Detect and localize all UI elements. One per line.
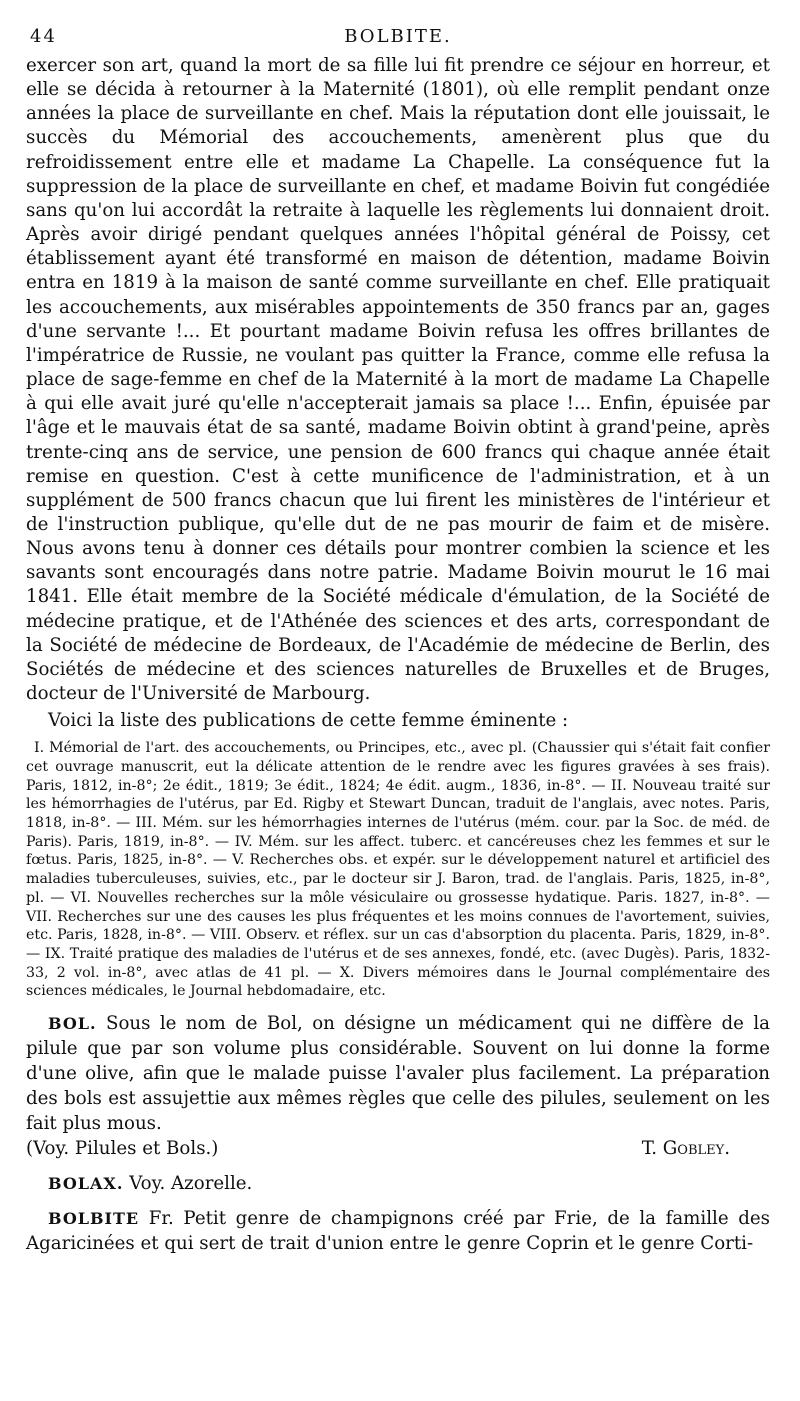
- entry-bolax: [26, 1171, 770, 1196]
- entry-bolbite: [26, 1206, 770, 1256]
- headword-bol: BOL.: [48, 1014, 97, 1034]
- entry-bol-author: T. Gobley.: [641, 1138, 730, 1160]
- entry-bol-crossref: (Voy. Pilules et Bols.): [26, 1138, 219, 1160]
- entry-bolbite-text: Fr. Petit genre de champignons créé par Frie, de la famille des Agaricinées et qui sert de trait d'union entre le genre Coprin et le genre Corti-: [26, 1208, 770, 1255]
- page: [26, 26, 770, 1256]
- bibliography-list: I. Mémorial de l'art. des accouchements, ou Principes, etc., avec pl. (Chaussier qui s'était fait confier cet ouvrage manuscrit, eut la délicate attention de le rendre avec les figures gravées à ses frais). Paris, 1812, in-8°; 2e édit., 1819; 3e édit., 1824; 4e édit. augm., 1836, in-8°. — II. Nouveau traité sur les hémorrhagies de l'utérus, par Ed. Rigby et Stewart Duncan, traduit de l'anglais, avec notes. Paris, 1818, in-8°. — III. Mém. sur les hémorrhagies internes de l'utérus (mém. cour. par la Soc. de méd. de Paris). Paris, 1819, in-8°. — IV. Mém. sur les affect. tuberc. et cancéreuses chez les femmes et sur le fœtus. Paris, 1825, in-8°. — V. Recherches obs. et expér. sur le développement naturel et artificiel des maladies tuberculeuses, suivies, etc., par le docteur sir J. Baron, trad. de l'anglais. Paris, 1825, in-8°, pl. — VI. Nouvelles recherches sur la môle vésiculaire ou grossesse hydatique. Paris. 1827, in-8°. — VII. Recherches sur une des causes les plus fréquentes et les moins connues de l'avortement, suivies, etc. Paris, 1828, in-8°. — VIII. Observ. et réflex. sur un cas d'absorption du placenta. Paris, 1829, in-8°. — IX. Traité pratique des maladies de l'utérus et de ses annexes, fondé, etc. (avec Dugès). Paris, 1832-33, 2 vol. in-8°, avec atlas de 41 pl. — X. Divers mémoires dans le Journal complémentaire des sciences médicales, le Journal hebdomadaire, etc.: [26, 740, 770, 1000]
- boivin-paragraph: exercer son art, quand la mort de sa fille lui fit prendre ce séjour en horreur, et elle se décida à retourner à la Maternité (1801), où elle remplit pendant onze années la place de surveillante en chef. Mais la réputation dont elle jouissait, le succès du Mémorial des accouchements, amenèrent plus que du refroidissement entre elle et madame La Chapelle. La conséquence fut la suppression de la place de surveillante en chef, et madame Boivin fut congédiée sans qu'on lui accordât la retraite à laquelle les règlements lui donnaient droit. Après avoir dirigé pendant quelques années l'hôpital général de Poissy, cet établissement ayant été transformé en maison de détention, madame Boivin entra en 1819 à la maison de santé comme surveillante en chef. Elle pratiquait les accouchements, aux misérables appointements de 350 francs par an, gages d'une servante !... Et pourtant madame Boivin refusa les offres brillantes de l'impératrice de Russie, ne voulant pas quitter la France, comme elle refusa la place de sage-femme en chef de la Maternité à la mort de madame La Chapelle à qui elle avait juré qu'elle n'accepterait jamais sa place !... Enfin, épuisée par l'âge et le mauvais état de sa santé, madame Boivin obtint à grand'peine, après trente-cinq ans de service, une pension de 600 francs qui chaque année était remise en question. C'est à cette munificence de l'administration, et à un supplément de 500 francs chacun que lui firent les ministères de l'intérieur et de l'instruction publique, qu'elle dut de ne pas mourir de faim et de misère. Nous avons tenu à donner ces détails pour montrer combien la science et les savants sont encouragés dans notre patrie. Madame Boivin mourut le 16 mai 1841. Elle était membre de la Société médicale d'émulation, de la Société de médecine pratique, et de l'Athénée des sciences et des arts, correspondant de la Société de médecine de Bordeaux, de l'Académie de médecine de Berlin, des Sociétés de médecine et des sciences naturelles de Bruxelles et de Bruges, docteur de l'Université de Marbourg.: [26, 55, 770, 705]
- headword-bolbite: BOLBITE: [48, 1209, 140, 1229]
- entry-bol-signature-line: [26, 1136, 770, 1161]
- running-head: BOLBITE.: [344, 26, 452, 47]
- headword-bolax: BOLAX.: [48, 1174, 124, 1194]
- entry-bol-text: Sous le nom de Bol, on désigne un médicament qui ne diffère de la pilule que par son volume plus considérable. Souvent on lui donne la forme d'une olive, afin que le malade puisse l'avaler plus facilement. La préparation des bols est assujettie aux mêmes règles que celle des pilules, seulement on les fait plus mous.: [26, 1013, 770, 1135]
- publications-intro: Voici la liste des publications de cette femme éminente :: [48, 710, 569, 732]
- page-header: [26, 26, 770, 54]
- entry-bolax-text: Voy. Azorelle.: [129, 1173, 253, 1195]
- page-number: 44: [30, 26, 57, 47]
- entry-bol: [26, 1011, 770, 1136]
